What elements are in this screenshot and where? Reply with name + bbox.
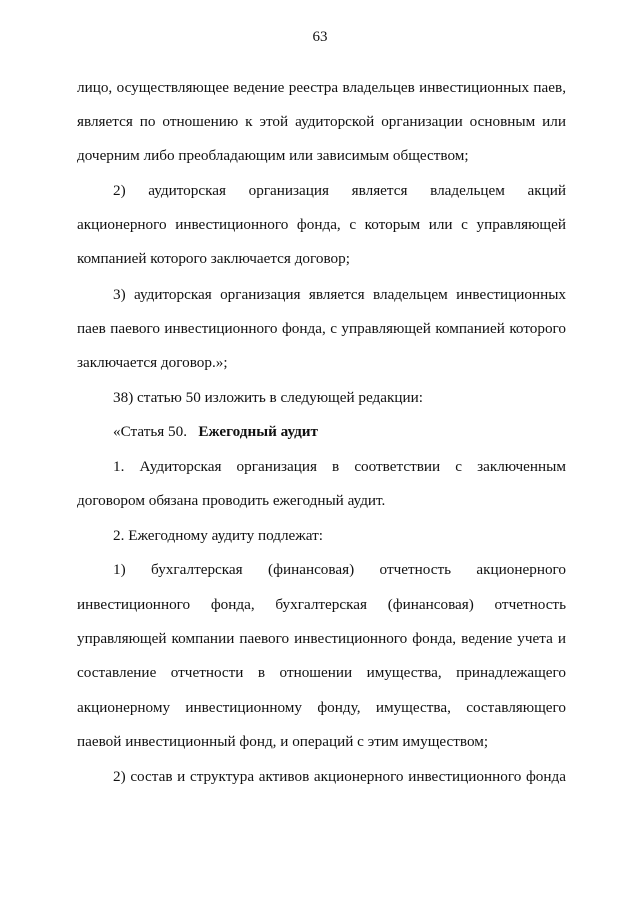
text-line: паевой инвестиционный фонд, и операций с этим имуществом; bbox=[77, 733, 489, 750]
text-line: 2) состав и структура активов акционерного инвестиционного фонда bbox=[113, 768, 566, 785]
text-line: дочерним либо преобладающим или зависимым обществом; bbox=[77, 147, 469, 164]
text-line: составление отчетности в отношении имущества, принадлежащего bbox=[77, 664, 566, 681]
text-line: компанией которого заключается договор; bbox=[77, 250, 350, 267]
text-line: акционерного инвестиционного фонда, с которым или с управляющей bbox=[77, 216, 566, 233]
text-line: заключается договор.»; bbox=[77, 354, 228, 371]
text-line: паев паевого инвестиционного фонда, с управляющей компанией которого bbox=[77, 320, 566, 337]
text-line: 3) аудиторская организация является владельцем инвестиционных bbox=[113, 286, 566, 303]
article-heading bbox=[113, 422, 318, 442]
text-line: 1) бухгалтерская (финансовая) отчетность акционерного bbox=[113, 561, 566, 578]
article-heading-title: Ежегодный аудит bbox=[198, 423, 318, 440]
text-line: является по отношению к этой аудиторской организации основным или bbox=[77, 113, 566, 130]
page-number: 63 bbox=[312, 29, 328, 45]
article-heading-prefix: «Статья 50. bbox=[113, 423, 188, 440]
text-line: управляющей компании паевого инвестиционного фонда, ведение учета и bbox=[77, 630, 566, 647]
text-line: договором обязана проводить ежегодный аудит. bbox=[77, 492, 386, 509]
text-line: акционерному инвестиционному фонду, имущества, составляющего bbox=[77, 699, 566, 716]
text-line: 1. Аудиторская организация в соответствии с заключенным bbox=[113, 458, 566, 475]
text-line: инвестиционного фонда, бухгалтерская (финансовая) отчетность bbox=[77, 596, 566, 613]
text-line: 2. Ежегодному аудиту подлежат: bbox=[113, 527, 323, 544]
text-line: лицо, осуществляющее ведение реестра владельцев инвестиционных паев, bbox=[77, 79, 566, 96]
text-line: 38) статью 50 изложить в следующей редакции: bbox=[113, 389, 423, 406]
text-line: 2) аудиторская организация является владельцем акций bbox=[113, 182, 566, 199]
